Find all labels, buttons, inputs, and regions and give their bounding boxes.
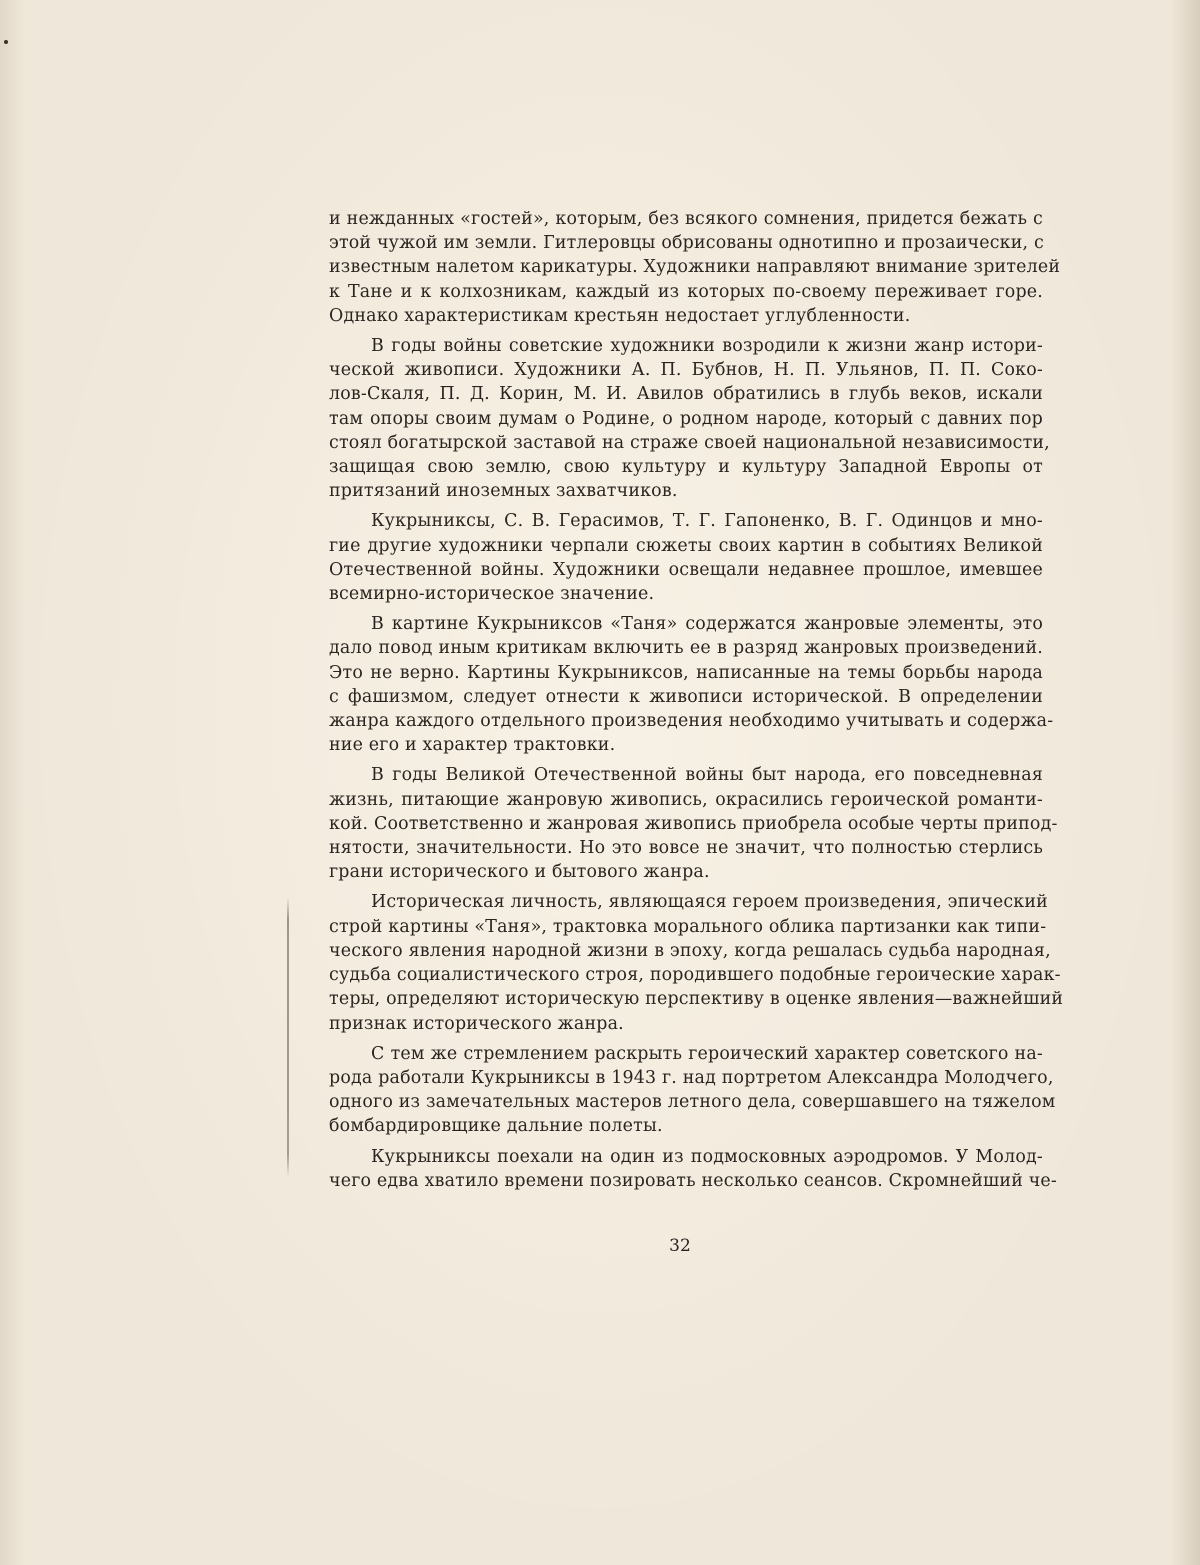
paragraph [329, 207, 1043, 328]
text-line: судьба социалистического строя, породившего подобные героические харак- [329, 963, 1043, 987]
book-page [0, 0, 1200, 1565]
paragraph [329, 612, 1043, 757]
text-line: к Тане и к колхозникам, каждый из которых по-своему переживает горе. [329, 280, 1043, 304]
body-text [329, 207, 1043, 1193]
text-line: бомбардировщике дальние полеты. [329, 1114, 1043, 1138]
text-line: грани исторического и бытового жанра. [329, 860, 1043, 884]
text-line: известным налетом карикатуры. Художники направляют внимание зрителей [329, 255, 1043, 279]
text-line: притязаний иноземных захватчиков. [329, 479, 1043, 503]
text-line: жизнь, питающие жанровую живопись, окрасились героической романти- [329, 788, 1043, 812]
paragraph [329, 890, 1043, 1035]
margin-pencil-mark [287, 897, 289, 1177]
text-line: ческой живописи. Художники А. П. Бубнов, Н. П. Ульянов, П. П. Соко- [329, 358, 1043, 382]
text-line: строй картины «Таня», трактовка морального облика партизанки как типи- [329, 915, 1043, 939]
text-line: нятости, значительности. Но это вовсе не значит, что полностью стерлись [329, 836, 1043, 860]
text-line: жанра каждого отдельного произведения необходимо учитывать и содержа- [329, 709, 1043, 733]
text-line: Отечественной войны. Художники освещали недавнее прошлое, имевшее [329, 558, 1043, 582]
text-line: Однако характеристикам крестьян недостает углубленности. [329, 304, 1043, 328]
paragraph [329, 509, 1043, 606]
paragraph [329, 334, 1043, 503]
text-line: Это не верно. Картины Кукрыниксов, написанные на темы борьбы народа [329, 661, 1043, 685]
text-line: теры, определяют историческую перспективу в оценке явления—важнейший [329, 987, 1043, 1011]
text-line: кой. Соответственно и жанровая живопись приобрела особые черты припод- [329, 812, 1043, 836]
text-line: и нежданных «гостей», которым, без всякого сомнения, придется бежать с [329, 207, 1043, 231]
text-line: ческого явления народной жизни в эпоху, когда решалась судьба народная, [329, 939, 1043, 963]
text-line: этой чужой им земли. Гитлеровцы обрисованы однотипно и прозаически, с [329, 231, 1043, 255]
paragraph [329, 763, 1043, 884]
text-line: чего едва хватило времени позировать несколько сеансов. Скромнейший че- [329, 1169, 1043, 1193]
text-line: с фашизмом, следует отнести к живописи исторической. В определении [329, 685, 1043, 709]
scan-speck [4, 40, 8, 44]
text-line: Историческая личность, являющаяся героем произведения, эпический [329, 890, 1043, 914]
text-line: всемирно-историческое значение. [329, 582, 1043, 606]
text-line: С тем же стремлением раскрыть героический характер советского на- [329, 1042, 1043, 1066]
text-line: В годы войны советские художники возродили к жизни жанр истори- [329, 334, 1043, 358]
text-line: Кукрыниксы поехали на один из подмосковных аэродромов. У Молод- [329, 1145, 1043, 1169]
paragraph [329, 1042, 1043, 1139]
paragraph [329, 1145, 1043, 1193]
text-line: гие другие художники черпали сюжеты своих картин в событиях Великой [329, 534, 1043, 558]
text-line: одного из замечательных мастеров летного дела, совершавшего на тяжелом [329, 1090, 1043, 1114]
text-line: признак исторического жанра. [329, 1012, 1043, 1036]
text-line: лов-Скаля, П. Д. Корин, М. И. Авилов обратились в глубь веков, искали [329, 382, 1043, 406]
text-line: В картине Кукрыниксов «Таня» содержатся жанровые элементы, это [329, 612, 1043, 636]
text-line: В годы Великой Отечественной войны быт народа, его повседневная [329, 763, 1043, 787]
text-line: ние его и характер трактовки. [329, 733, 1043, 757]
text-line: рода работали Кукрыниксы в 1943 г. над портретом Александра Молодчего, [329, 1066, 1043, 1090]
text-line: стоял богатырской заставой на страже своей национальной независимости, [329, 431, 1043, 455]
text-line: защищая свою землю, свою культуру и культуру Западной Европы от [329, 455, 1043, 479]
text-line: Кукрыниксы, С. В. Герасимов, Т. Г. Гапоненко, В. Г. Одинцов и мно- [329, 509, 1043, 533]
text-line: дало повод иным критикам включить ее в разряд жанровых произведений. [329, 636, 1043, 660]
page-number: 32 [0, 1236, 1200, 1256]
text-line: там опоры своим думам о Родине, о родном народе, который с давних пор [329, 407, 1043, 431]
